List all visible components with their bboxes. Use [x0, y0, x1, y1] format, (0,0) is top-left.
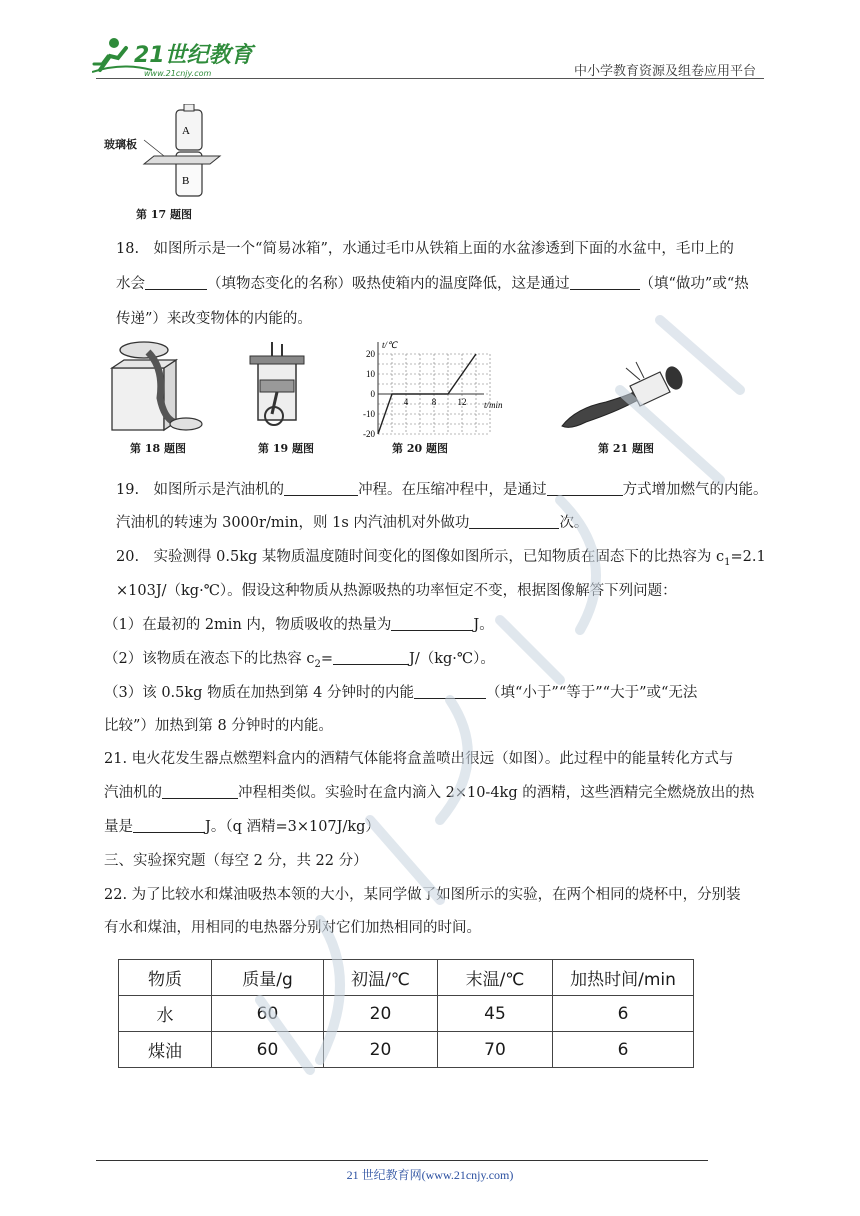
answer-blank[interactable] [333, 650, 409, 665]
figure-20-chart [356, 338, 516, 438]
table-cell: 水 [119, 996, 212, 1032]
answer-blank[interactable] [162, 784, 238, 799]
text: 20. 实验测得 0.5kg 某物质温度随时间变化的图像如图所示，已知物质在固态下的比热容为 c [116, 549, 725, 565]
site-logo [92, 34, 262, 80]
table-row [119, 1032, 694, 1068]
x-axis-label: t/min [484, 400, 503, 410]
text: 方式增加燃气的内能。 [622, 482, 768, 498]
answer-blank[interactable] [547, 481, 623, 496]
y-tick-label: -10 [363, 409, 375, 419]
answer-blank[interactable] [469, 514, 559, 529]
q20-part3-line2: 比较”）加热到第 8 分钟时的内能。 [104, 718, 333, 734]
text: 次。 [559, 515, 589, 531]
table-cell: 6 [553, 1032, 694, 1068]
answer-blank[interactable] [570, 275, 640, 290]
text: 冲程。在压缩冲程中，是通过 [358, 482, 547, 498]
answer-blank[interactable] [391, 616, 473, 631]
table-cell: 6 [553, 996, 694, 1032]
q18-line1: 18. 如图所示是一个“简易冰箱”，水通过毛巾从铁箱上面的水盆渗透到下面的水盆中，毛巾上的 [116, 241, 734, 257]
q21-line2 [104, 784, 755, 802]
text: 冲程相类似。实验时在盒内滴入 2×10-4kg 的酒精，这些酒精完全燃烧放出的热 [238, 785, 755, 801]
text: 量是 [104, 819, 133, 835]
q20-part2 [104, 650, 750, 674]
answer-blank[interactable] [284, 481, 358, 496]
table-cell: 煤油 [119, 1032, 212, 1068]
q22-line2: 有水和煤油，用相同的电热器分别对它们加热相同的时间。 [104, 920, 481, 936]
table-header-cell: 末温/℃ [438, 960, 553, 996]
q22-line1: 22. 为了比较水和煤油吸热本领的大小，某同学做了如图所示的实验，在两个相同的烧杯中，分别装 [104, 887, 741, 903]
text: （1）在最初的 2min 内，物质吸收的热量为 [104, 617, 392, 633]
runner-logo-icon [92, 34, 262, 80]
table-header-cell: 物质 [119, 960, 212, 996]
table-cell: 20 [324, 1032, 438, 1068]
engine-cylinder-illustration [242, 340, 312, 432]
figure-17 [104, 104, 224, 222]
text: 19. 如图所示是汽油机的 [116, 482, 285, 498]
q19-line2 [116, 514, 762, 532]
label-b: B [182, 175, 190, 187]
q20-line1 [116, 548, 766, 572]
figure-19-caption: 第 19 题图 [258, 442, 314, 455]
q21-line3 [104, 818, 750, 836]
q20-part3 [104, 684, 750, 702]
header-divider [96, 78, 764, 79]
subscript: 2 [314, 658, 321, 670]
table-header-cell: 初温/℃ [324, 960, 438, 996]
figure-19 [242, 340, 312, 432]
y-axis-label: t/℃ [382, 340, 398, 350]
text: J。 [473, 617, 494, 633]
spark-generator-illustration [556, 348, 696, 438]
text: （填“做功”或“热 [639, 276, 749, 292]
text: =2.1 [730, 549, 766, 565]
q20-part1 [104, 616, 750, 634]
table-cell: 45 [438, 996, 553, 1032]
temperature-time-chart [356, 338, 516, 438]
text: （填“小于”“等于”“大于”或“无法 [486, 685, 698, 701]
table-header-cell: 质量/g [212, 960, 324, 996]
table-cell: 20 [324, 996, 438, 1032]
subscript: 1 [724, 556, 731, 568]
figure-17-caption: 第 17 题图 [136, 208, 192, 221]
logo-text: 21世纪教育 [134, 43, 253, 68]
label-a: A [182, 125, 190, 137]
table-header-row [119, 960, 694, 996]
text: （2）该物质在液态下的比热容 c [104, 651, 315, 667]
q21-line1: 21. 电火花发生器点燃塑料盒内的酒精气体能将盒盖喷出很远（如图）。此过程中的能量转化方式与 [104, 751, 734, 767]
text: （3）该 0.5kg 物质在加热到第 4 分钟时的内能 [104, 685, 415, 701]
table-cell: 60 [212, 1032, 324, 1068]
y-tick-label: 20 [366, 349, 375, 359]
answer-blank[interactable] [414, 684, 486, 699]
q18-line3: 传递”）来改变物体的内能的。 [116, 311, 312, 327]
table-cell: 60 [212, 996, 324, 1032]
text: J。（q 酒精=3×107J/kg） [205, 819, 380, 835]
simple-fridge-illustration [104, 338, 204, 433]
y-tick-label: 10 [366, 369, 375, 379]
text: 汽油机的 [104, 785, 162, 801]
x-tick-label: 8 [431, 397, 437, 407]
table-header-cell: 加热时间/min [553, 960, 694, 996]
answer-blank[interactable] [145, 275, 207, 290]
y-tick-label: 0 [370, 389, 375, 399]
bottles-glass-plate-illustration [104, 104, 224, 222]
text: 汽油机的转速为 3000r/min，则 1s 内汽油机对外做功 [116, 515, 470, 531]
table-cell: 70 [438, 1032, 553, 1068]
q18-line2 [116, 275, 762, 293]
y-tick-label: -20 [363, 429, 375, 438]
logo-url: www.21cnjy.com [144, 69, 212, 78]
q20-line2: ×103J/（kg·℃）。假设这种物质从热源吸热的功率恒定不变，根据图像解答下列问题： [116, 583, 677, 599]
data-table [118, 959, 694, 1068]
figure-18-caption: 第 18 题图 [130, 442, 186, 455]
section-3-heading: 三、实验探究题（每空 2 分，共 22 分） [104, 853, 368, 869]
x-tick-label: 4 [403, 397, 409, 407]
platform-name: 中小学教育资源及组卷应用平台 [573, 64, 756, 79]
figure-21-caption: 第 21 题图 [598, 442, 654, 455]
q19-line1 [116, 481, 768, 499]
figure-18 [104, 338, 204, 433]
answer-blank[interactable] [133, 818, 205, 833]
figure-20-caption: 第 20 题图 [392, 442, 448, 455]
x-tick-label: 12 [457, 397, 467, 407]
text: = [320, 651, 333, 667]
footer-link[interactable]: 21 世纪教育网(www.21cnjy.com) [346, 1168, 514, 1182]
text: J/（kg·℃）。 [409, 651, 495, 667]
glass-plate-label: 玻璃板 [104, 138, 137, 151]
text: 水会 [116, 276, 145, 292]
table-row [119, 996, 694, 1032]
footer-divider [96, 1160, 708, 1161]
text: （填物态变化的名称）吸热使箱内的温度降低，这是通过 [207, 276, 570, 292]
figure-21 [556, 348, 696, 438]
